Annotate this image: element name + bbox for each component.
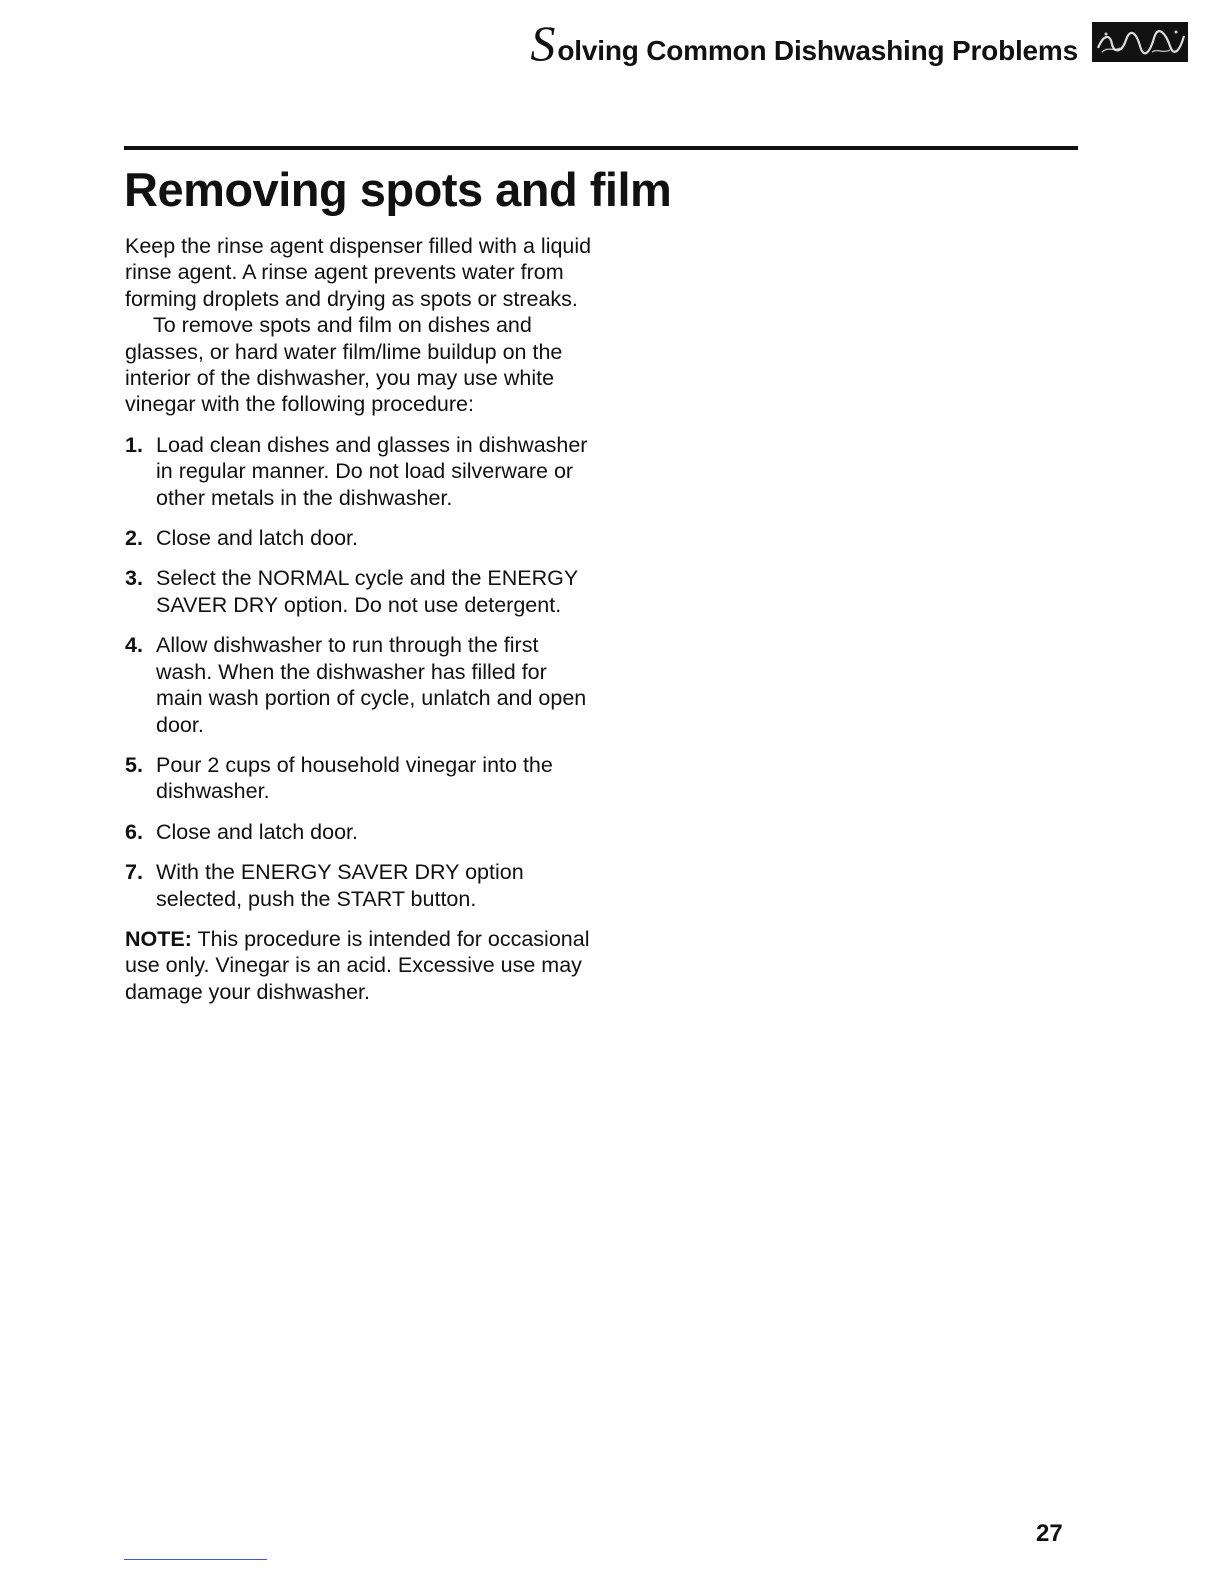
step-text: Load clean dishes and glasses in dishwasher in regular manner. Do not load silverware or other metals in the dishwasher. xyxy=(156,432,588,510)
step-text: Allow dishwasher to run through the first wash. When the dishwasher has filled for main wash portion of cycle, unlatch and open door. xyxy=(156,633,587,737)
section-title: Removing spots and film xyxy=(124,163,672,216)
header-initial: S xyxy=(530,15,556,71)
note-text: This procedure is intended for occasional use only. Vinegar is an acid. Excessive use may damage your dishwasher. xyxy=(125,926,590,1004)
step-number: 4. xyxy=(125,633,143,658)
intro-paragraph-2: To remove spots and film on dishes and glasses, or hard water film/lime buildup on the interior of the dishwasher, you may use white vinegar with the following procedure: xyxy=(125,313,563,417)
note-label: NOTE: xyxy=(125,926,192,951)
step-text: Close and latch door. xyxy=(156,526,358,551)
page-number: 27 xyxy=(1036,1520,1063,1547)
step-text: With the ENERGY SAVER DRY option selected, push the START button. xyxy=(156,860,524,911)
step-number: 6. xyxy=(125,819,143,844)
step-item xyxy=(125,432,595,511)
procedure-steps xyxy=(125,432,595,912)
step-item xyxy=(125,632,595,738)
intro-paragraph-1: Keep the rinse agent dispenser filled with a liquid rinse agent. A rinse agent prevents water from forming droplets and drying as spots or streaks. xyxy=(125,234,592,311)
step-number: 7. xyxy=(125,860,143,885)
step-item xyxy=(125,819,595,845)
footer-link-line xyxy=(124,1559,267,1560)
step-number: 5. xyxy=(125,752,143,777)
header-title: olving Common Dishwashing Problems xyxy=(557,35,1078,66)
step-text: Pour 2 cups of household vinegar into the dishwasher. xyxy=(156,752,553,804)
step-item xyxy=(125,565,595,618)
step-item xyxy=(125,859,595,912)
step-text: Close and latch door. xyxy=(156,819,358,844)
section-divider xyxy=(124,146,1078,150)
step-item xyxy=(125,525,595,551)
running-header xyxy=(530,15,1078,71)
step-number: 2. xyxy=(125,526,143,551)
step-text: Select the NORMAL cycle and the ENERGY SAVER DRY option. Do not use detergent. xyxy=(156,566,578,617)
step-number: 3. xyxy=(125,566,143,591)
note-paragraph xyxy=(125,926,595,1005)
section-body xyxy=(125,233,595,1005)
step-item xyxy=(125,752,595,805)
script-logo-icon xyxy=(1092,22,1188,62)
step-number: 1. xyxy=(125,432,143,457)
